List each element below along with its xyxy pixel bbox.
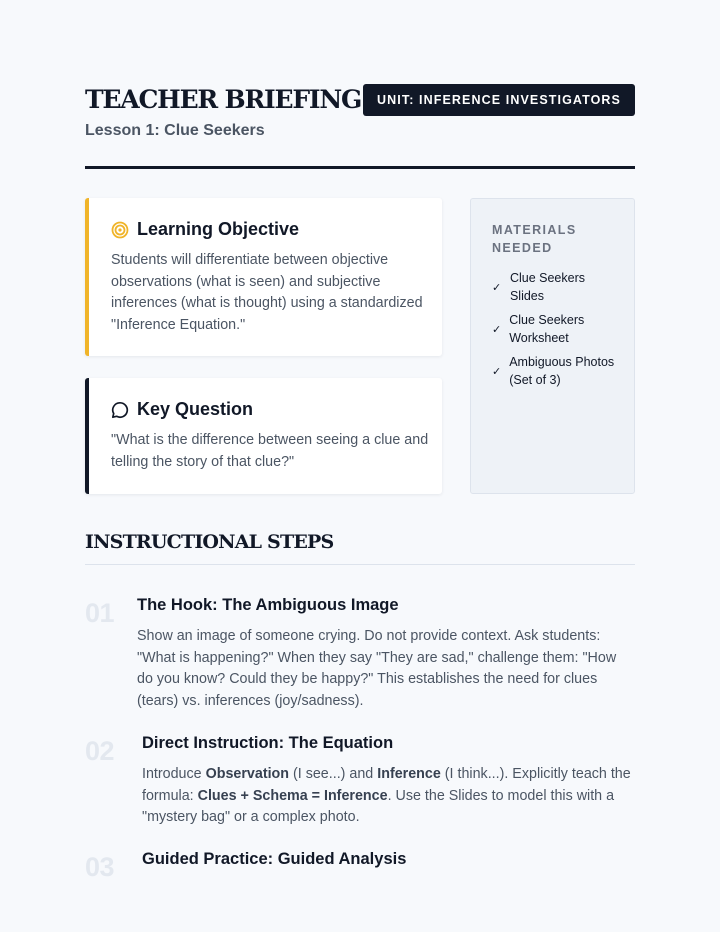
step-number: 02 — [85, 736, 115, 766]
section-divider — [85, 564, 635, 565]
lesson-subtitle: Lesson 1: Clue Seekers — [85, 122, 265, 139]
page-header — [85, 84, 635, 144]
step-description: Show an image of someone crying. Do not provide context. Ask students: "What is happening?" When they say "They are sad," challenge them: "How do you know? Could they be happy?" This establishes the need for clues (tears) vs. inferences (joy/sadness). — [137, 628, 617, 709]
list-item: ✓ Ambiguous Photos (Set of 3) — [492, 355, 615, 387]
check-icon: ✓ — [492, 281, 502, 294]
speech-bubble-icon — [111, 401, 129, 419]
materials-panel — [470, 198, 635, 494]
materials-title: MATERIALS NEEDED — [492, 223, 577, 255]
step-title: The Hook: The Ambiguous Image — [137, 596, 399, 614]
key-question-card — [85, 378, 442, 494]
target-icon — [111, 221, 129, 239]
step-title: Guided Practice: Guided Analysis — [142, 850, 407, 868]
key-question-heading: Key Question — [137, 399, 254, 419]
header-divider — [85, 166, 635, 169]
step-number: 03 — [85, 852, 115, 882]
step-description: Introduce Observation (I see...) and Inference (I think...). Explicitly teach the formula: Clues + Schema = Inference. Use the Slides to model this with a "mystery bag" or a complex photo. — [142, 766, 631, 825]
learning-objective-card — [85, 198, 442, 356]
page-title: TEACHER BRIEFING — [85, 85, 362, 114]
instructional-steps-heading: INSTRUCTIONAL STEPS — [85, 531, 334, 553]
key-question-text: "What is the difference between seeing a clue and telling the story of that clue?" — [111, 432, 429, 470]
check-icon: ✓ — [492, 365, 502, 378]
list-item: ✓ Clue Seekers Slides — [492, 271, 585, 303]
learning-objective-heading: Learning Objective — [137, 219, 300, 239]
materials-list — [492, 269, 622, 395]
check-icon: ✓ — [492, 323, 502, 336]
unit-badge: UNIT: INFERENCE INVESTIGATORS — [363, 84, 635, 116]
list-item: ✓ Clue Seekers Worksheet — [492, 313, 585, 345]
learning-objective-text: Students will differentiate between objective observations (what is seen) and subjective inferences (what is thought) using a standardized "Inference Equation." — [111, 252, 423, 333]
step-number: 01 — [85, 598, 115, 628]
step-title: Direct Instruction: The Equation — [142, 734, 394, 752]
